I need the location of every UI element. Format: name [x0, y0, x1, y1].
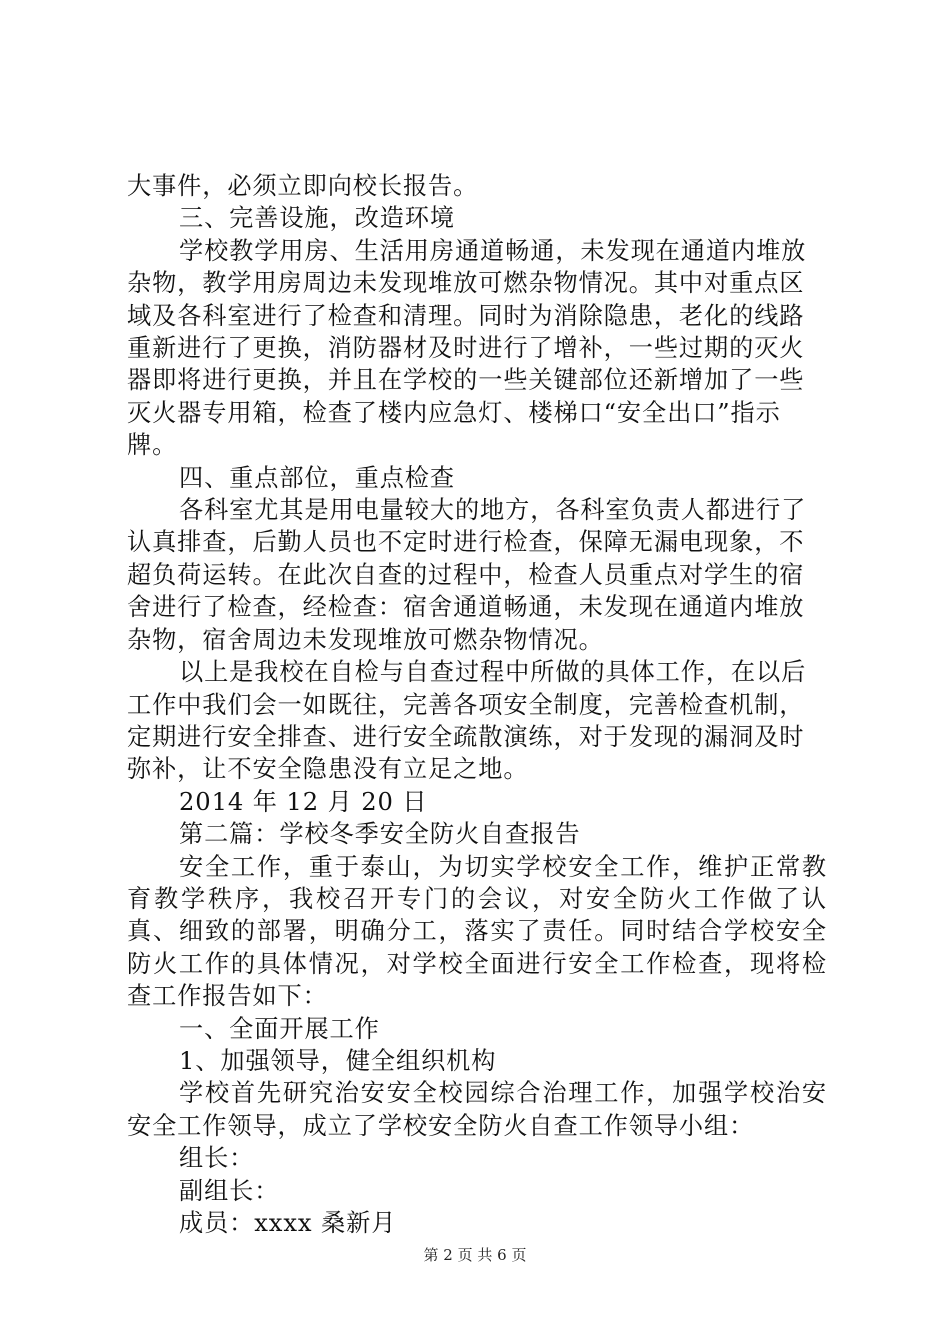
text-line: 牌。: [127, 431, 178, 460]
text-line: 超负荷运转。在此次自查的过程中，检查人员重点对学生的宿: [127, 560, 805, 589]
document-body: [127, 170, 827, 1239]
text-line: 副组长：: [179, 1176, 280, 1205]
text-line: 工作中我们会一如既往，完善各项安全制度，完善检查机制，: [127, 690, 805, 719]
text-line: 灭火器专用箱，检查了楼内应急灯、楼梯口“安全出口”指示: [127, 398, 781, 427]
text-line: 舍进行了检查，经检查：宿舍通道畅通，未发现在通道内堆放: [127, 593, 805, 622]
text-line: 1、加强领导，健全组织机构: [179, 1046, 497, 1075]
text-line: 重新进行了更换，消防器材及时进行了增补，一些过期的灭火: [127, 334, 805, 363]
text-block-c: [127, 1142, 827, 1239]
text-line: 三、完善设施，改造环境: [179, 204, 455, 233]
text-line: 2014 年 12 月 20 日: [179, 787, 428, 816]
text-line: 杂物，教学用房周边未发现堆放可燃杂物情况。其中对重点区: [127, 269, 805, 298]
paragraph-safety-work: 安全工作，重于泰山，为切实学校安全工作，维护正常教育教学秩序，我校召开专门的会议，对安全防火工作做了认真、细致的部署，明确分工，落实了责任。同时结合学校安全防火工作的具体情况，对学校全面进行安全工作检查，现将检查工作报告如下：: [127, 852, 827, 1011]
text-line: 器即将进行更换，并且在学校的一些关键部位还新增加了一些: [127, 366, 805, 395]
page-footer: 第 2 页 共 6 页: [423, 1246, 527, 1264]
text-line: 定期进行安全排查、进行安全疏散演练，对于发现的漏洞及时: [127, 722, 805, 751]
text-block-b: [127, 1013, 827, 1078]
text-line: 各科室尤其是用电量较大的地方，各科室负责人都进行了: [179, 496, 807, 525]
text-line: 杂物，宿舍周边未发现堆放可燃杂物情况。: [127, 625, 604, 654]
text-line: 组长：: [179, 1144, 255, 1173]
text-line: 以上是我校在自检与自查过程中所做的具体工作，在以后: [179, 658, 807, 687]
text-line: 域及各科室进行了检查和清理。同时为消除隐患，老化的线路: [127, 301, 805, 330]
text-line: 弥补，让不安全隐患没有立足之地。: [127, 755, 529, 784]
text-line: 学校教学用房、生活用房通道畅通，未发现在通道内堆放: [179, 236, 807, 265]
text-line: 一、全面开展工作: [179, 1014, 380, 1043]
paragraph-leadership: 学校首先研究治安安全校园综合治理工作，加强学校治安安全工作领导，成立了学校安全防火自查工作领导小组：: [127, 1079, 827, 1140]
text-line: 大事件，必须立即向校长报告。: [127, 172, 479, 200]
text-line: 第二篇：学校冬季安全防火自查报告: [179, 820, 581, 849]
text-line: 成员：xxxx 桑新月: [179, 1209, 397, 1237]
text-line: 四、重点部位，重点检查: [179, 463, 455, 492]
text-block-a: [127, 170, 827, 851]
text-line: 认真排查，后勤人员也不定时进行检查，保障无漏电现象，不: [127, 528, 805, 557]
